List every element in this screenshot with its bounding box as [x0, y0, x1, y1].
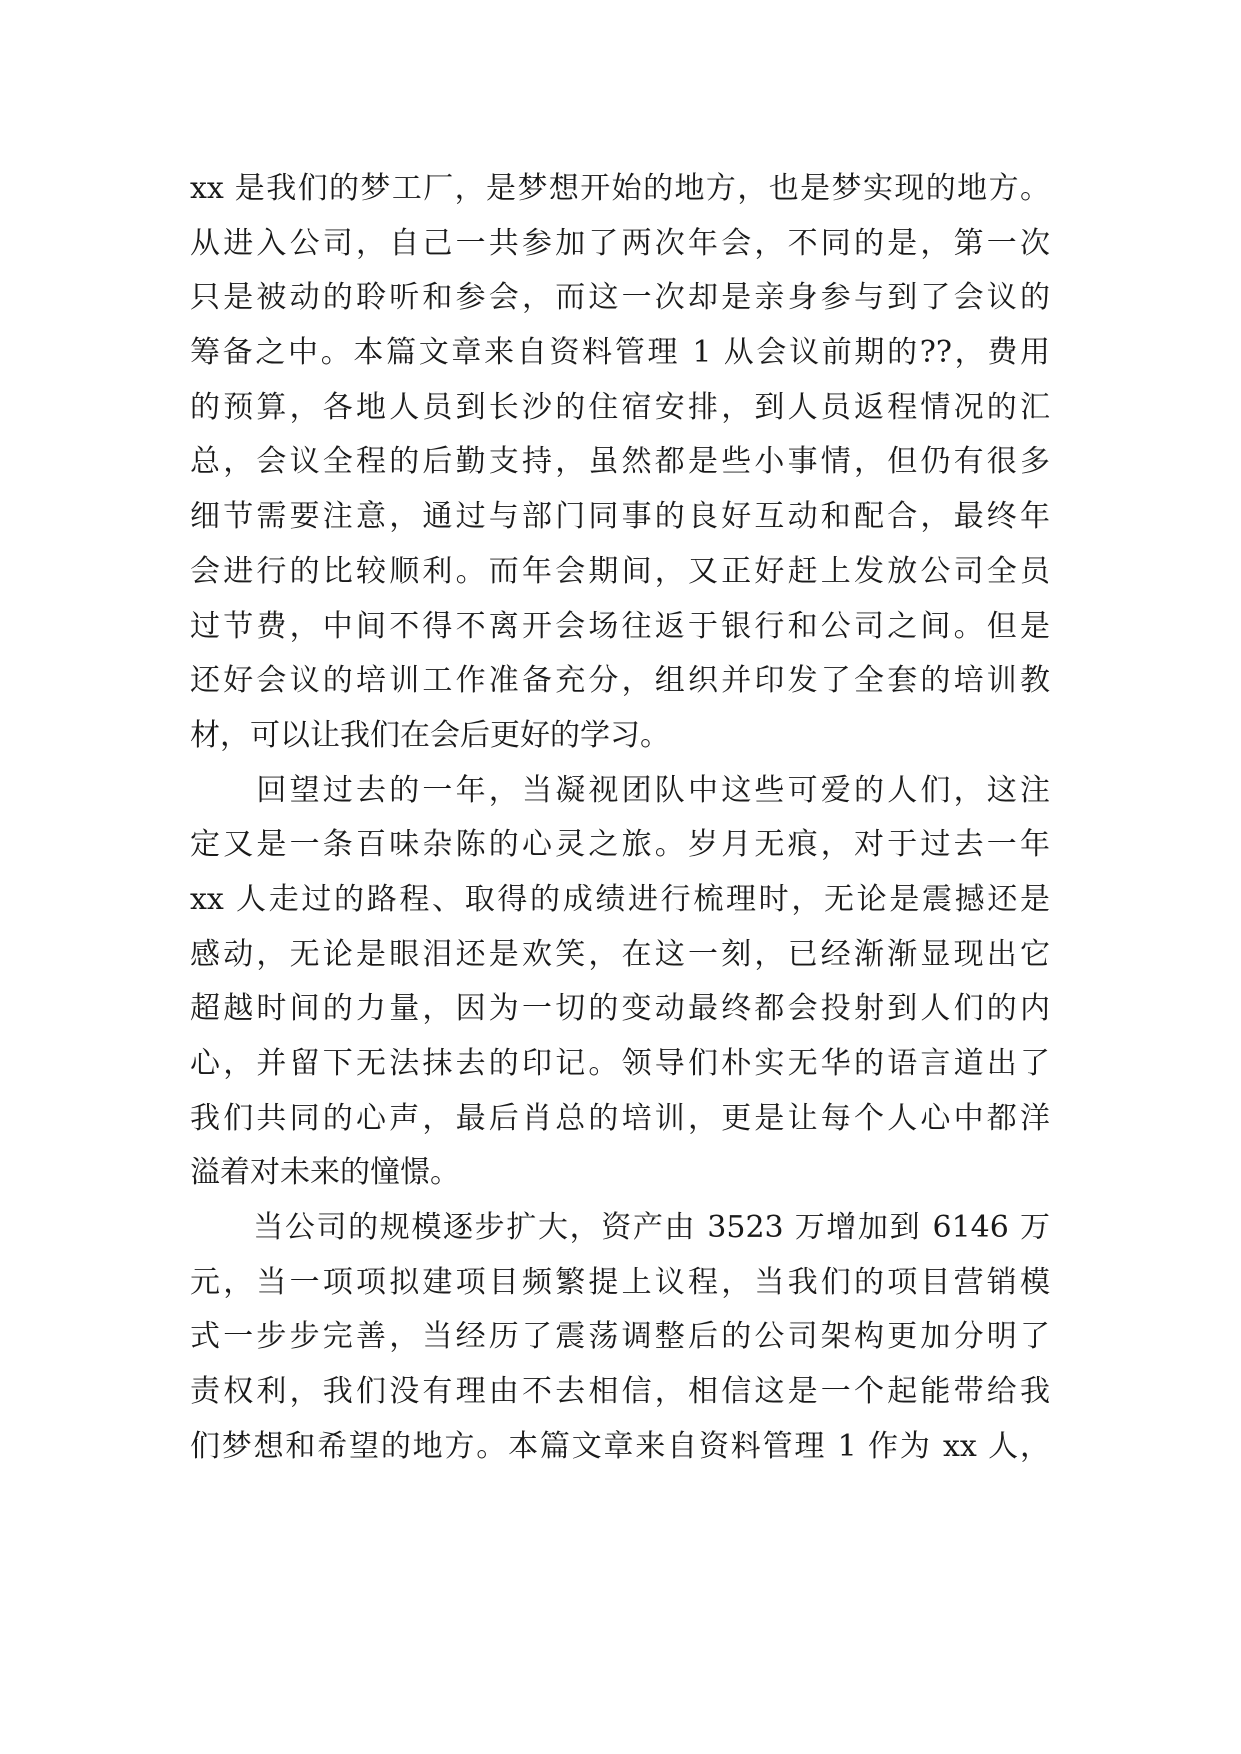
text-line-23: 责权利，我们没有理由不去相信，相信这是一个起能带给我 [190, 1374, 1050, 1410]
text-line-15: 感动，无论是眼泪还是欢笑，在这一刻，已经渐渐显现出它 [190, 936, 1050, 972]
text-line-18: 我们共同的心声，最后肖总的培训，更是让每个人心中都洋 [190, 1100, 1050, 1136]
text-line-17: 心，并留下无法抹去的印记。领导们朴实无华的语言道出了 [190, 1046, 1050, 1081]
text-line-24: 们梦想和希望的地方。本篇文章来自资料管理 1 作为 xx 人， [190, 1428, 1050, 1464]
text-line-8: 会进行的比较顺利。而年会期间，又正好赶上发放公司全员 [190, 553, 1050, 589]
text-line-3: 只是被动的聆听和参会，而这一次却是亲身参与到了会议的 [190, 280, 1050, 316]
text-line-6: 总，会议全程的后勤支持，虽然都是些小事情，但仍有很多 [190, 444, 1050, 480]
text-line-10: 还好会议的培训工作准备充分，组织并印发了全套的培训教 [190, 663, 1050, 699]
text-line-21: 元，当一项项拟建项目频繁提上议程，当我们的项目营销模 [190, 1264, 1050, 1300]
text-line-2: 从进入公司，自己一共参加了两次年会，不同的是，第一次 [190, 225, 1050, 261]
text-line-1: xx 是我们的梦工厂，是梦想开始的地方，也是梦实现的地方。 [190, 171, 1050, 206]
text-line-14: xx 人走过的路程、取得的成绩进行梳理时，无论是震撼还是 [190, 881, 1050, 917]
text-line-5: 的预算，各地人员到长沙的住宿安排，到人员返程情况的汇 [190, 389, 1050, 425]
text-line-13: 定又是一条百味杂陈的心灵之旅。岁月无痕，对于过去一年 [190, 827, 1050, 863]
text-line-22: 式一步步完善，当经历了震荡调整后的公司架构更加分明了 [190, 1319, 1050, 1355]
text-line-11: 材，可以让我们在会后更好的学习。 [190, 717, 670, 753]
text-line-16: 超越时间的力量，因为一切的变动最终都会投射到人们的内 [190, 991, 1050, 1027]
text-line-7: 细节需要注意，通过与部门同事的良好互动和配合，最终年 [190, 499, 1050, 535]
text-line-9: 过节费，中间不得不离开会场往返于银行和公司之间。但是 [190, 608, 1050, 644]
text-line-19: 溢着对未来的憧憬。 [190, 1155, 460, 1191]
document-body [190, 162, 1050, 1475]
text-line-4: 筹备之中。本篇文章来自资料管理 1 从会议前期的??，费用 [190, 335, 1050, 371]
text-line-12: 回望过去的一年，当凝视团队中这些可爱的人们，这注 [190, 772, 1050, 808]
text-line-20: 当公司的规模逐步扩大，资产由 3523 万增加到 6146 万 [190, 1210, 1050, 1246]
